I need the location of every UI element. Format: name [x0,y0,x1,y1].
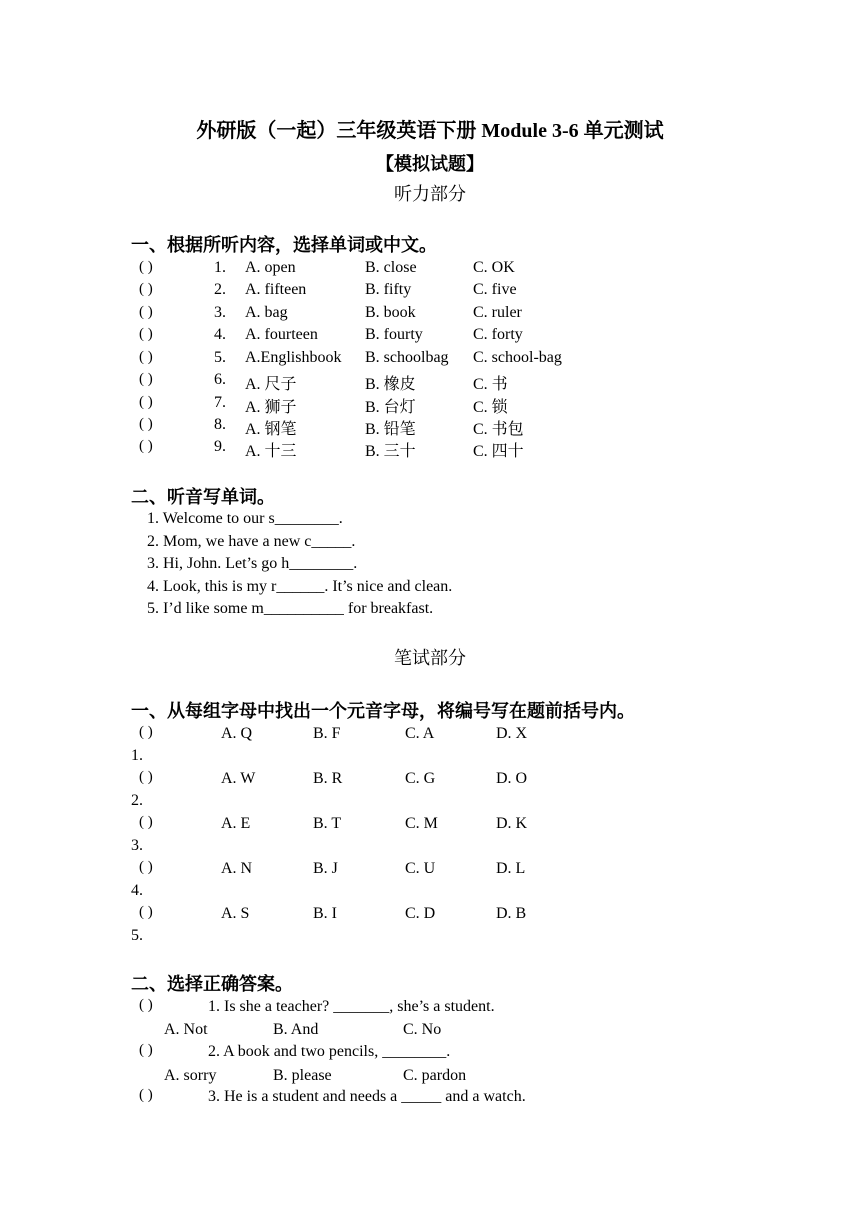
answer-paren[interactable]: ( ) [139,1087,153,1103]
option-c: C. school-bag [473,349,562,366]
item-number: 5. [131,927,143,944]
listening-part1-heading: 一、根据所听内容，选择单词或中文。 [131,235,437,256]
option-b: B. 三十 [365,443,416,460]
option-a: A. S [221,905,250,922]
option-a: A. 钢笔 [245,421,297,438]
listening-heading: 听力部分 [394,184,466,205]
answer-paren[interactable]: ( ) [139,769,153,785]
option-a: A. 尺子 [245,376,297,393]
option-c: C. G [405,770,436,787]
page-title: 外研版（一起）三年级英语下册 Module 3-6 单元测试 [196,120,664,142]
option-c: C. No [403,1021,442,1038]
option-b: B. fifty [365,281,412,298]
answer-paren[interactable]: ( ) [139,371,153,387]
option-b: B. 橡皮 [365,376,416,393]
list-item: 1. Welcome to our s________. [147,510,343,527]
option-c: C. D [405,905,436,922]
option-d: D. L [496,860,526,877]
option-a: A. fourteen [245,326,318,343]
written-part2-heading: 二、选择正确答案。 [131,974,293,995]
option-b: B. 铅笔 [365,421,416,438]
option-a: A. N [221,860,253,877]
list-item: 4. Look, this is my r______. It’s nice and clean. [147,578,453,595]
option-b: B. schoolbag [365,349,449,366]
item-number: 2. [214,281,226,298]
option-a: A. E [221,815,251,832]
option-a: A. 狮子 [245,399,297,416]
answer-paren[interactable]: ( ) [139,259,153,275]
option-a: A. W [221,770,256,787]
item-number: 3. [214,304,226,321]
option-c: C. forty [473,326,523,343]
page-subtitle: 【模拟试题】 [376,154,484,175]
option-b: B. please [273,1067,332,1084]
option-c: C. M [405,815,438,832]
answer-paren[interactable]: ( ) [139,326,153,342]
question-text: 2. A book and two pencils, ________. [208,1043,451,1060]
option-a: A. 十三 [245,443,297,460]
item-number: 9. [214,438,226,455]
item-number: 1. [214,259,226,276]
option-a: A. fifteen [245,281,307,298]
option-a: A. Not [164,1021,208,1038]
option-d: D. B [496,905,527,922]
question-text: 1. Is she a teacher? _______, she’s a student. [208,998,495,1015]
item-number: 5. [214,349,226,366]
item-number: 6. [214,371,226,388]
option-b: B. fourty [365,326,423,343]
option-c: C. U [405,860,436,877]
option-d: D. X [496,725,528,742]
item-number: 4. [131,882,143,899]
option-c: C. 书 [473,376,508,393]
option-a: A. Q [221,725,253,742]
item-number: 8. [214,416,226,433]
answer-paren[interactable]: ( ) [139,349,153,365]
answer-paren[interactable]: ( ) [139,394,153,410]
option-b: B. I [313,905,337,922]
option-b: B. J [313,860,338,877]
answer-paren[interactable]: ( ) [139,724,153,740]
item-number: 4. [214,326,226,343]
written-heading: 笔试部分 [394,648,466,669]
answer-paren[interactable]: ( ) [139,281,153,297]
listening-part2-heading: 二、听音写单词。 [131,487,275,508]
option-c: C. pardon [403,1067,467,1084]
option-b: B. close [365,259,417,276]
option-b: B. R [313,770,343,787]
option-a: A. open [245,259,296,276]
option-b: B. F [313,725,341,742]
item-number: 3. [131,837,143,854]
option-b: B. 台灯 [365,399,416,416]
option-c: C. 书包 [473,421,524,438]
option-a: A. sorry [164,1067,217,1084]
option-d: D. K [496,815,528,832]
option-b: B. And [273,1021,319,1038]
option-c: C. OK [473,259,515,276]
answer-paren[interactable]: ( ) [139,859,153,875]
list-item: 2. Mom, we have a new c_____. [147,533,356,550]
answer-paren[interactable]: ( ) [139,1042,153,1058]
option-c: C. five [473,281,517,298]
question-text: 3. He is a student and needs a _____ and a watch. [208,1088,526,1105]
answer-paren[interactable]: ( ) [139,304,153,320]
answer-paren[interactable]: ( ) [139,438,153,454]
option-c: C. 四十 [473,443,524,460]
list-item: 3. Hi, John. Let’s go h________. [147,555,358,572]
option-c: C. ruler [473,304,522,321]
option-b: B. T [313,815,342,832]
answer-paren[interactable]: ( ) [139,997,153,1013]
option-a: A. bag [245,304,288,321]
option-a: A.Englishbook [245,349,342,366]
list-item: 5. I’d like some m__________ for breakfast. [147,600,434,617]
item-number: 2. [131,792,143,809]
answer-paren[interactable]: ( ) [139,416,153,432]
item-number: 1. [131,747,143,764]
option-b: B. book [365,304,416,321]
item-number: 7. [214,394,226,411]
option-d: D. O [496,770,528,787]
option-c: C. A [405,725,435,742]
answer-paren[interactable]: ( ) [139,904,153,920]
answer-paren[interactable]: ( ) [139,814,153,830]
written-part1-heading: 一、从每组字母中找出一个元音字母，将编号写在题前括号内。 [131,701,635,722]
option-c: C. 锁 [473,399,508,416]
